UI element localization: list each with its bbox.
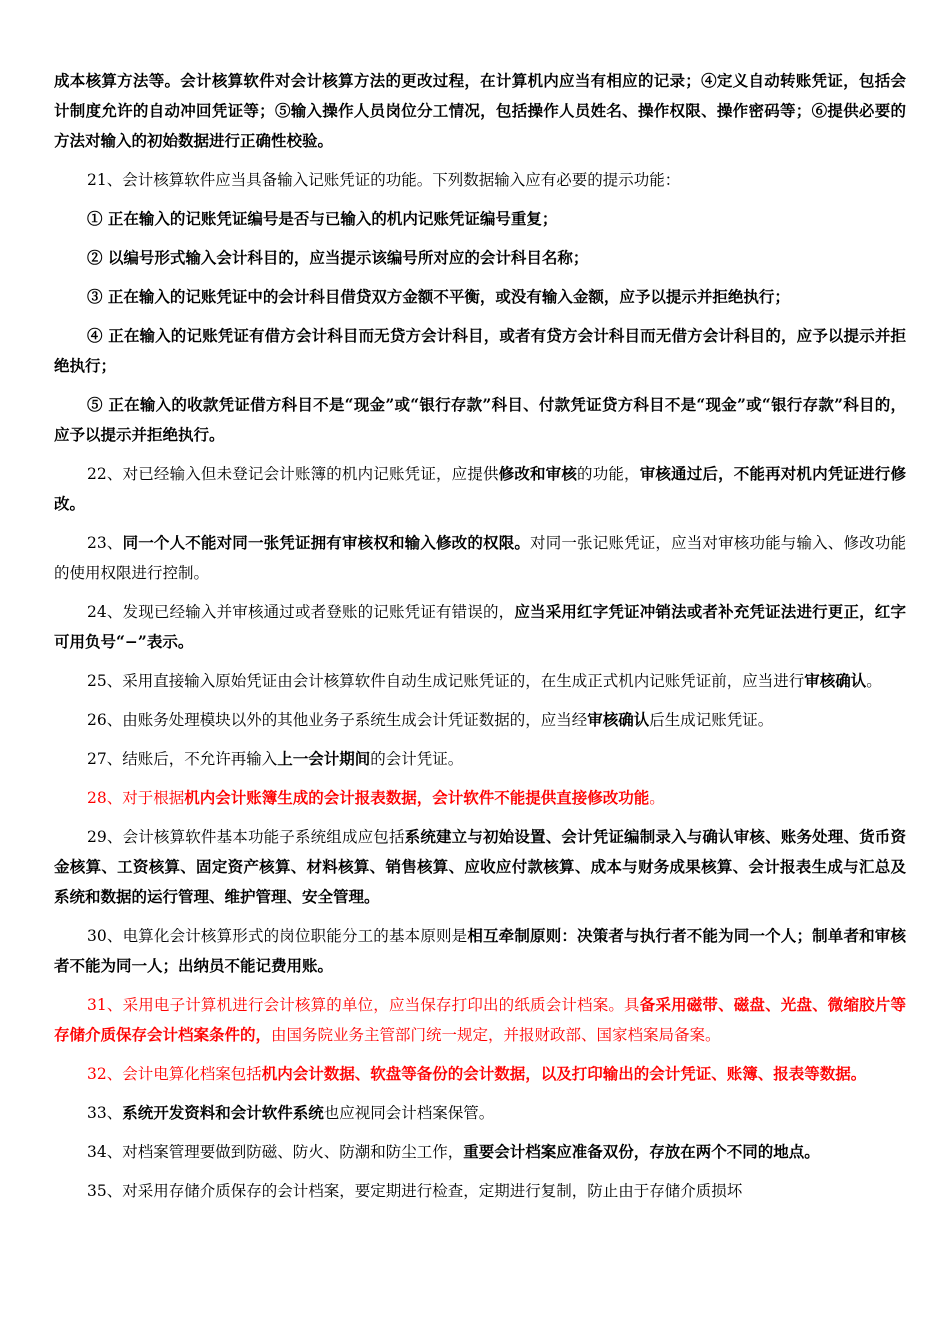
list-item-3: ③ 正在输入的记账凭证中的会计科目借贷双方金额不平衡，或没有输入金额，应予以提示并拒绝执行； xyxy=(87,287,790,306)
p33-text-2: 也应视同会计档案保管。 xyxy=(323,1104,495,1122)
paragraph-29 xyxy=(54,822,906,912)
p25-text-2: 。 xyxy=(866,672,882,690)
p22-bold-1: 修改和审核 xyxy=(498,464,578,483)
p26-text-2: 后生成记账凭证。 xyxy=(649,711,774,729)
paragraph-25 xyxy=(54,666,906,696)
paragraph-28 xyxy=(54,783,906,813)
p29-text: 29、会计核算软件基本功能子系统组成应包括 xyxy=(87,828,405,846)
paragraph-30 xyxy=(54,921,906,981)
list-item-4: ④ 正在输入的记账凭证有借方会计科目而无贷方会计科目，或者有贷方会计科目而无借方会计科目的，应予以提示并拒绝执行； xyxy=(54,326,906,375)
list-item-5: ⑤ 正在输入的收款凭证借方科目不是“现金”或“银行存款”科目、付款凭证贷方科目不是“现金”或“银行存款”科目的，应予以提示并拒绝执行。 xyxy=(54,395,906,444)
p33-bold: 系统开发资料和会计软件系统 xyxy=(122,1103,324,1122)
p33-text: 33、 xyxy=(87,1104,123,1122)
list-item-2: ② 以编号形式输入会计科目的，应当提示该编号所对应的会计科目名称； xyxy=(87,248,589,267)
p29-bold: 系统建立与初始设置、会计凭证编制录入与确认审核、账务处理、货币资金核算、工资核算、固定资产核算、材料核算、销售核算、应收应付款核算、成本与财务成果核算、会计报表生成与汇总及系统和数据的运行管理、维护管理、安全管理。 xyxy=(54,827,906,906)
p24-bold: 应当采用红字凭证冲销法或者补充凭证法进行更正，红字可用负号“−”表示。 xyxy=(54,602,906,651)
p22-text: 22、对已经输入但未登记会计账簿的机内记账凭证，应提供 xyxy=(87,465,499,483)
p25-bold: 审核确认 xyxy=(804,671,867,690)
paragraph-26 xyxy=(54,705,906,735)
p27-text: 27、结账后，不允许再输入 xyxy=(87,750,278,768)
paragraph-intro xyxy=(54,66,906,156)
p34-bold: 重要会计档案应准备双份，存放在两个不同的地点。 xyxy=(463,1142,820,1161)
p30-text: 30、电算化会计核算形式的岗位职能分工的基本原则是 xyxy=(87,927,468,945)
p25-text: 25、采用直接输入原始凭证由会计核算软件自动生成记账凭证的，在生成正式机内记账凭证前，应当进行 xyxy=(87,672,805,690)
p27-text-2: 的会计凭证。 xyxy=(370,750,464,768)
paragraph-32 xyxy=(54,1059,906,1089)
p24-text: 24、发现已经输入并审核通过或者登账的记账凭证有错误的， xyxy=(87,603,515,621)
p22-bold-2: 审核通过后，不能再对机内凭证进行修改。 xyxy=(54,464,906,513)
paragraph-33 xyxy=(54,1098,906,1128)
p22-text-2: 的功能， xyxy=(577,465,640,483)
p26-bold: 审核确认 xyxy=(587,710,650,729)
document-page xyxy=(54,66,906,1215)
p23-text-2: 对同一张记账凭证，应当对审核功能与输入、修改功能的使用权限进行控制。 xyxy=(54,534,906,582)
p32-bold: 机内会计数据、软盘等备份的会计数据，以及打印输出的会计凭证、账簿、报表等数据。 xyxy=(261,1064,867,1083)
p31-text: 31、采用电子计算机进行会计核算的单位，应当保存打印出的纸质会计档案。具 xyxy=(87,996,640,1014)
list-item-1: ① 正在输入的记账凭证编号是否与已输入的机内记账凭证编号重复； xyxy=(87,209,558,228)
p28-text-2: 。 xyxy=(649,789,665,807)
p26-text: 26、由账务处理模块以外的其他业务子系统生成会计凭证数据的，应当经 xyxy=(87,711,588,729)
p28-text: 28、对于根据 xyxy=(87,789,185,807)
paragraph-21 xyxy=(54,165,906,195)
p31-text-2: 由国务院业务主管部门统一规定，并报财政部、国家档案局备案。 xyxy=(271,1026,721,1044)
paragraph-23 xyxy=(54,528,906,588)
p32-text: 32、会计电算化档案包括 xyxy=(87,1065,262,1083)
paragraph-27 xyxy=(54,744,906,774)
p31-bold: 备采用磁带、磁盘、光盘、微缩胶片等存储介质保存会计档案条件的， xyxy=(54,995,906,1044)
p21-text: 21、会计核算软件应当具备输入记账凭证的功能。下列数据输入应有必要的提示功能： xyxy=(87,171,681,189)
p23-bold: 同一个人不能对同一张凭证拥有审核权和输入修改的权限。 xyxy=(122,533,531,552)
p27-bold: 上一会计期间 xyxy=(277,749,371,768)
p30-bold: 相互牵制原则：决策者与执行者不能为同一个人；制单者和审核者不能为同一人；出纳员不能记费用账。 xyxy=(54,926,906,975)
paragraph-24 xyxy=(54,597,906,657)
paragraph-35 xyxy=(54,1176,906,1206)
p34-text: 34、对档案管理要做到防磁、防火、防潮和防尘工作， xyxy=(87,1143,464,1161)
paragraph-34 xyxy=(54,1137,906,1167)
p35-text: 35、对采用存储介质保存的会计档案，要定期进行检查，定期进行复制，防止由于存储介质损坏 xyxy=(87,1182,743,1200)
p28-bold: 机内会计账簿生成的会计报表数据，会计软件不能提供直接修改功能 xyxy=(184,788,650,807)
paragraph-31 xyxy=(54,990,906,1050)
paragraph-22 xyxy=(54,459,906,519)
intro-text: 成本核算方法等。会计核算软件对会计核算方法的更改过程，在计算机内应当有相应的记录；④定义自动转账凭证，包括会计制度允许的自动冲回凭证等；⑤输入操作人员岗位分工情况，包括操作人员姓名、操作权限、操作密码等；⑥提供必要的方法对输入的初始数据进行正确性校验。 xyxy=(54,71,906,150)
p23-text: 23、 xyxy=(87,534,123,552)
